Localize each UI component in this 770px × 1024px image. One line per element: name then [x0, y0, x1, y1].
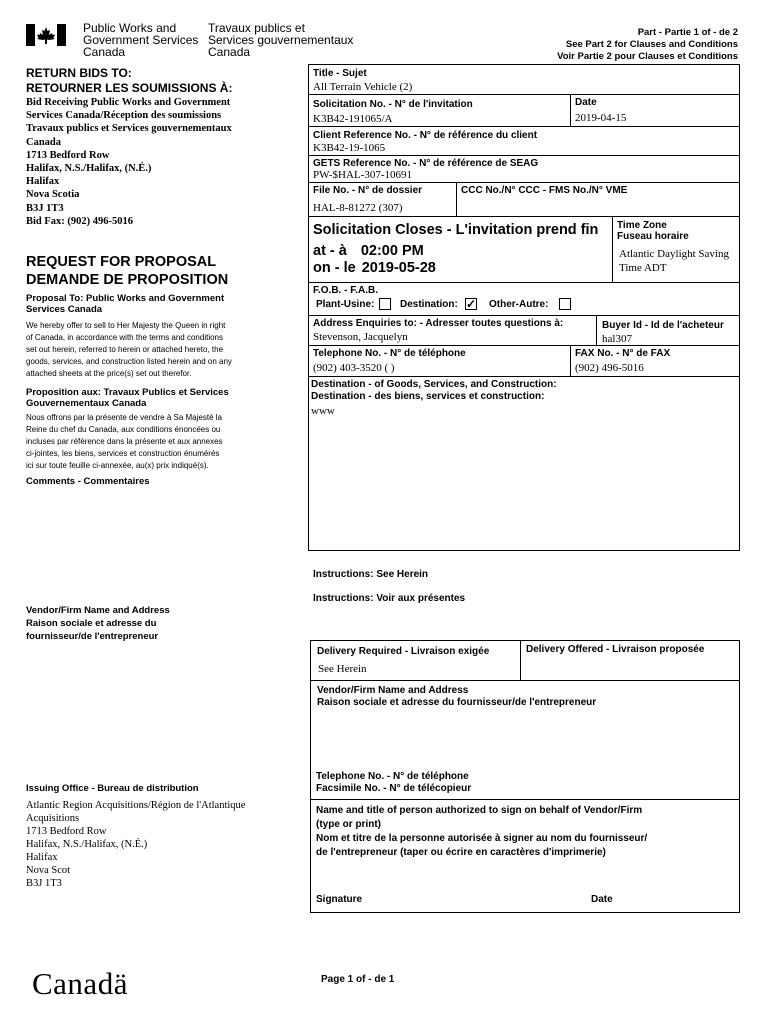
- part-indicator: Part - Partie 1 of - de 2: [637, 27, 738, 38]
- authorized-signer-label-fr-2: de l'entrepreneur (taper ou écrire en caractères d'imprimerie): [316, 847, 606, 858]
- solicitation-number-label: Solicitation No. - N° de l'invitation: [313, 99, 473, 110]
- gets-reference-value: PW-$HAL-307-10691: [313, 169, 412, 181]
- return-address-line: Bid Receiving Public Works and Government: [26, 97, 231, 108]
- date-value: 2019-04-15: [575, 112, 627, 124]
- client-reference-value: K3B42-19-1065: [313, 142, 386, 154]
- offer-text-fr: incluses par référence dans la présente et aux annexes: [26, 437, 223, 446]
- signature-date-label: Date: [591, 894, 613, 905]
- time-zone-value-line2: Time ADT: [619, 262, 667, 274]
- signature-label: Signature: [316, 894, 363, 905]
- proposition-aux-line2: Gouvernementaux Canada: [26, 398, 147, 409]
- title-value: All Terrain Vehicle (2): [313, 81, 413, 93]
- buyer-id-value: hal307: [602, 333, 632, 343]
- dept-name-en-line3: Canada: [83, 45, 126, 59]
- address-enquiries-value: Stevenson, Jacquelyn: [313, 331, 408, 343]
- dept-name-fr-line1: Travaux publics et: [208, 21, 305, 35]
- see-part-note: See Part 2 for Clauses and Conditions: [565, 39, 738, 50]
- file-number-label: File No. - N° de dossier: [313, 185, 423, 196]
- return-address-line: Nova Scotia: [26, 189, 80, 201]
- proposal-to-line2: Services Canada: [26, 304, 103, 315]
- closing-date-value: 2019-05-28: [361, 260, 436, 276]
- issuing-address-line: Acquisitions: [26, 813, 80, 824]
- fuseau-horaire-label: Fuseau horaire: [617, 231, 689, 242]
- vendor-telephone-label: Telephone No. - N° de téléphone: [316, 771, 469, 782]
- dept-name-en-line2: Government Services: [83, 33, 199, 47]
- issuing-address-line: Halifax: [26, 852, 58, 863]
- offer-text-en: goods, services, and construction listed herein and on any: [26, 357, 232, 366]
- ccc-number-label: CCC No./N° CCC - FMS No./N° VME: [461, 185, 628, 196]
- offer-text-en: We hereby offer to sell to Her Majesty the Queen in right: [26, 321, 226, 330]
- vendor-label-line3: fournisseur/de l'entrepreneur: [26, 631, 159, 642]
- return-bids-title-fr: RETOURNER LES SOUMISSIONS À:: [26, 81, 233, 95]
- time-zone-value: Atlantic Daylight Saving: [619, 248, 729, 260]
- address-enquiries-label: Address Enquiries to: - Adresser toutes questions à:: [313, 318, 564, 329]
- vendor-firm-input[interactable]: [316, 712, 734, 767]
- file-number-value: HAL-8-81272 (307): [313, 202, 403, 214]
- return-address-line: Canada: [26, 136, 62, 148]
- issuing-address-line: B3J 1T3: [26, 878, 62, 889]
- dept-name-fr-line3: Canada: [208, 45, 251, 59]
- issuing-address-line: Nova Scot: [26, 865, 71, 876]
- plant-usine-checkbox[interactable]: [379, 298, 391, 310]
- issuing-address-line: 1713 Bedford Row: [26, 826, 107, 837]
- dept-name-en-line1: Public Works and: [83, 21, 177, 35]
- return-address-line: Halifax: [26, 176, 60, 188]
- vendor-label-line2: Raison sociale et adresse du: [26, 618, 157, 629]
- gets-reference-label: GETS Reference No. - N° de référence de SEAG: [313, 158, 539, 169]
- return-address-line: B3J 1T3: [26, 202, 64, 214]
- proposition-aux-line1: Proposition aux: Travaux Publics et Services: [26, 387, 229, 398]
- time-zone-label: Time Zone: [617, 220, 667, 231]
- date-label: Date: [575, 97, 597, 108]
- offer-text-fr: Reine du chef du Canada, aux conditions énoncées ou: [26, 425, 221, 434]
- issuing-address-line: Atlantic Region Acquisitions/Région de l'Atlantique: [26, 800, 246, 811]
- other-autre-checkbox[interactable]: [559, 298, 571, 310]
- rfp-title-en: REQUEST FOR PROPOSAL: [26, 254, 217, 270]
- vendor-label-line1: Vendor/Firm Name and Address: [26, 605, 170, 616]
- fax-value: (902) 496-5016: [575, 362, 644, 374]
- title-label: Title - Sujet: [313, 68, 367, 79]
- destination-label: Destination:: [400, 299, 458, 310]
- solicitation-closes-title: Solicitation Closes - L'invitation prend fin: [313, 222, 599, 238]
- delivery-required-value: See Herein: [318, 663, 367, 675]
- return-address-line: Halifax, N.S./Halifax, (N.É.): [26, 163, 152, 175]
- rfp-title-fr: DEMANDE DE PROPOSITION: [26, 272, 229, 288]
- telephone-label: Telephone No. - N° de téléphone: [313, 348, 466, 359]
- authorized-signer-label-en: Name and title of person authorized to sign on behalf of Vendor/Firm: [316, 805, 643, 816]
- authorized-signer-input[interactable]: [316, 862, 734, 890]
- offer-text-en: of Canada, in accordance with the terms and conditions: [26, 333, 224, 342]
- return-address-line: 1713 Bedford Row: [26, 149, 110, 161]
- proposal-to-line1: Proposal To: Public Works and Government: [26, 293, 225, 304]
- other-autre-label: Other-Autre:: [489, 299, 549, 310]
- offer-text-fr: ici sur toute feuille ci-annexée, au(x) prix indiqué(s).: [26, 461, 209, 470]
- delivery-offered-label: Delivery Offered - Livraison proposée: [526, 644, 705, 655]
- destination-goods-label-en: Destination - of Goods, Services, and Construction:: [311, 379, 557, 390]
- voir-partie-note: Voir Partie 2 pour Clauses et Conditions: [557, 51, 738, 62]
- solicitation-number-value: K3B42-191065/A: [313, 113, 393, 125]
- vendor-facsimile-label: Facsimile No. - N° de télécopieur: [316, 783, 472, 794]
- offer-text-fr: ci-jointes, les biens, services et construction énumérés: [26, 449, 220, 458]
- client-reference-label: Client Reference No. - N° de référence du client: [313, 130, 538, 141]
- destination-goods-label-fr: Destination - des biens, services et construction:: [311, 390, 545, 402]
- comments-label: Comments - Commentaires: [26, 476, 150, 487]
- dept-name-fr-line2: Services gouvernementaux: [208, 33, 354, 47]
- authorized-signer-label-fr: Nom et titre de la personne autorisée à signer au nom du fournisseur/: [316, 833, 648, 844]
- instructions-fr: Instructions: Voir aux présentes: [313, 593, 466, 604]
- buyer-id-label: Buyer Id - Id de l'acheteur: [602, 320, 724, 331]
- offer-text-en: attached sheets at the price(s) set out therefor.: [26, 369, 192, 378]
- plant-usine-label: Plant-Usine:: [316, 299, 375, 310]
- issuing-address-line: Halifax, N.S./Halifax, (N.É.): [26, 839, 148, 850]
- fax-label: FAX No. - N° de FAX: [575, 348, 671, 359]
- canada-wordmark: Canadä: [32, 966, 128, 1001]
- telephone-value: (902) 403-3520 ( ): [313, 362, 395, 374]
- instructions-en: Instructions: See Herein: [313, 569, 429, 580]
- vendor-firm-label-fr: Raison sociale et adresse du fournisseur/de l'entrepreneur: [317, 697, 597, 708]
- vendor-firm-label: Vendor/Firm Name and Address: [317, 685, 469, 696]
- page-number: Page 1 of - de 1: [321, 974, 395, 985]
- authorized-signer-type-note: (type or print): [316, 819, 381, 830]
- closing-time-value: 02:00 PM: [360, 243, 424, 259]
- bid-fax: Bid Fax: (902) 496-5016: [26, 215, 134, 227]
- closing-at-label: at - à: [313, 243, 347, 259]
- return-bids-title-en: RETURN BIDS TO:: [26, 66, 132, 80]
- return-address-line: Travaux publics et Services gouvernementaux: [26, 123, 232, 135]
- issuing-office-label: Issuing Office - Bureau de distribution: [26, 783, 199, 794]
- offer-text-fr: Nous offrons par la présente de vendre à Sa Majesté la: [26, 413, 222, 422]
- closing-on-label: on - le: [313, 260, 356, 276]
- destination-checkbox[interactable]: ✓: [466, 297, 477, 311]
- offer-text-en: set out herein, referred to herein or attached hereto, the: [26, 345, 224, 354]
- canada-flag-icon: [26, 24, 66, 46]
- delivery-required-label: Delivery Required - Livraison exigée: [317, 646, 490, 657]
- fob-label: F.O.B. - F.A.B.: [313, 285, 378, 296]
- return-address-line: Services Canada/Réception des soumissions: [26, 110, 222, 122]
- destination-goods-value: www: [311, 405, 335, 417]
